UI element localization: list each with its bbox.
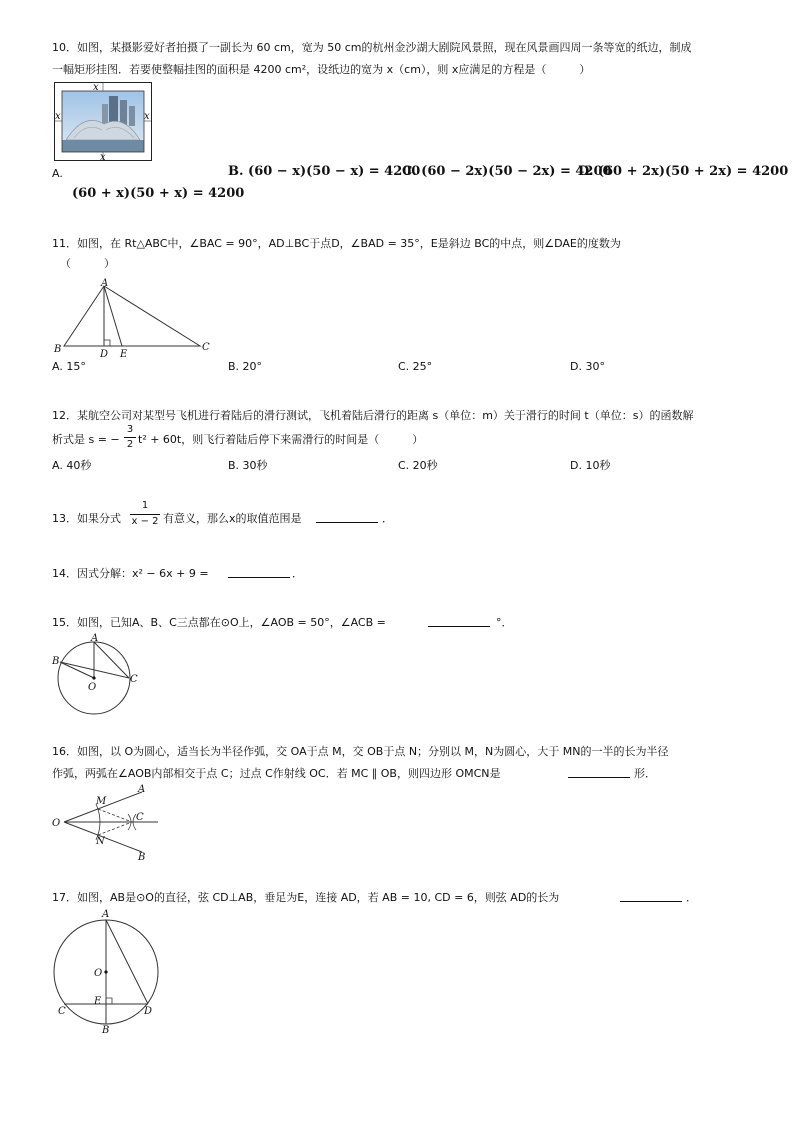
q10-label-x-bottom: x	[100, 152, 106, 162]
q12-option-c: C. 20秒	[398, 459, 438, 472]
q12-fraction-bar	[124, 437, 136, 438]
q14-text-end: ．	[292, 567, 303, 580]
q10-option-a-label: A.	[52, 167, 63, 180]
q13-text-end: ．	[382, 512, 393, 525]
q15-answer-blank[interactable]	[428, 616, 490, 627]
q12-option-d: D. 10秒	[570, 459, 611, 472]
q11-triangle-figure	[52, 276, 212, 360]
q13-answer-blank[interactable]	[316, 512, 378, 523]
q16-text-line2-pre: 作弧，两弧在∠AOB内部相交于点 C；过点 C作射线 OC．若 MC ∥ OB，则四边形 OMCN是	[52, 767, 501, 780]
q13-fraction-numerator: 1	[141, 500, 149, 511]
q10-label-x-top: x	[93, 82, 99, 93]
q11-option-a: A. 15°	[52, 360, 86, 373]
q15-label-o: O	[88, 682, 97, 693]
q13-fraction-denominator: x − 2	[131, 516, 159, 527]
q15-label-b: B	[52, 656, 60, 667]
q12-fraction-denominator: 2	[126, 439, 134, 450]
q17-label-b: B	[102, 1025, 110, 1034]
q11-option-c: C. 25°	[398, 360, 433, 373]
q14-answer-blank[interactable]	[228, 567, 290, 578]
q17-answer-blank[interactable]	[620, 891, 682, 902]
q12-fraction-numerator: 3	[126, 424, 134, 435]
q17-label-c: C	[58, 1006, 66, 1017]
q16-angle-figure	[50, 782, 170, 862]
q12-option-a: A. 40秒	[52, 459, 92, 472]
q13-fraction-bar	[130, 514, 160, 515]
q16-answer-blank[interactable]	[568, 767, 630, 778]
q10-option-d: D. (60 + 2x)(50 + 2x) = 4200	[578, 164, 789, 179]
q13-text-post: 有意义，那么x的取值范围是	[163, 512, 302, 525]
q15-text-pre: 15．如图，已知A、B、C三点都在⊙O上，∠AOB = 50°，∠ACB =	[52, 616, 386, 629]
q17-label-o: O	[94, 968, 103, 979]
q10-text-line1: 10．如图，某摄影爱好者拍摄了一副长为 60 cm，宽为 50 cm的杭州金沙湖大剧院风景照，现在风景画四周一条等宽的纸边，制成	[52, 41, 692, 54]
q13-text-pre: 13．如果分式	[52, 512, 121, 525]
q12-text-line2-post: t² + 60t，则飞行着陆后停下来需滑行的时间是（ ）	[138, 433, 424, 446]
q15-label-c: C	[130, 674, 138, 685]
q12-text-line2-pre: 析式是 s = −	[52, 433, 120, 446]
q11-label-d: D	[100, 349, 109, 360]
q16-text-line2-end: 形．	[634, 767, 656, 780]
q17-chord-ad	[106, 920, 148, 1004]
q16-label-b: B	[138, 852, 146, 862]
q16-label-c: C	[136, 812, 144, 823]
q16-label-m: M	[96, 796, 107, 807]
q11-label-c: C	[202, 342, 210, 353]
photo-water	[62, 140, 144, 152]
q10-label-x-left: x	[55, 111, 61, 122]
q11-option-b: B. 20°	[228, 360, 263, 373]
q17-text-end: ．	[686, 891, 697, 904]
q12-text-line1: 12．某航空公司对某型号飞机进行着陆后的滑行测试，飞机着陆后滑行的距离 s（单位：m）关于滑行的时间 t（单位：s）的函数解	[52, 409, 694, 422]
q17-label-a: A	[102, 909, 110, 920]
q12-option-b: B. 30秒	[228, 459, 268, 472]
q10-label-x-right: x	[144, 111, 150, 122]
q16-label-a: A	[138, 784, 146, 795]
q10-option-c: C. (60 − 2x)(50 − 2x) = 4200	[402, 164, 612, 179]
photo-tower	[129, 106, 135, 126]
q16-text-line1: 16．如图，以 O为圆心，适当长为半径作弧，交 OA于点 M，交 OB于点 N；分别以 M，N为圆心，大于 MN的一半的长为半径	[52, 745, 669, 758]
q15-label-a: A	[91, 633, 99, 644]
q17-circle-figure	[50, 906, 162, 1034]
q16-label-o: O	[52, 818, 61, 829]
q15-circle-figure	[50, 632, 142, 720]
q11-label-e: E	[120, 349, 128, 360]
q11-text-line2: （ ）	[60, 257, 115, 270]
q11-text-line1: 11．如图，在 Rt△ABC中，∠BAC = 90°，AD⊥BC于点D，∠BAD = 35°，E是斜边 BC的中点，则∠DAE的度数为	[52, 237, 621, 250]
q15-text-end: °．	[496, 616, 513, 629]
q11-label-b: B	[54, 344, 62, 355]
q11-option-d: D. 30°	[570, 360, 605, 373]
q16-label-n: N	[96, 836, 105, 847]
q10-text-line2: 一幅矩形挂图．若要使整幅挂图的面积是 4200 cm²，设纸边的宽为 x（cm），则 x应满足的方程是（ ）	[52, 63, 591, 76]
q14-text-pre: 14．因式分解：x² − 6x + 9 =	[52, 567, 209, 580]
q10-option-a: (60 + x)(50 + x) = 4200	[72, 186, 245, 201]
q11-label-a: A	[101, 278, 109, 289]
q10-photo-figure	[54, 82, 154, 162]
q10-option-b: B. (60 − x)(50 − x) = 4200	[228, 164, 421, 179]
q17-label-e: E	[94, 996, 102, 1007]
q17-label-d: D	[144, 1006, 153, 1017]
q17-text-pre: 17．如图，AB是⊙O的直径，弦 CD⊥AB，垂足为E，连接 AD，若 AB = 10, CD = 6，则弦 AD的长为	[52, 891, 560, 904]
